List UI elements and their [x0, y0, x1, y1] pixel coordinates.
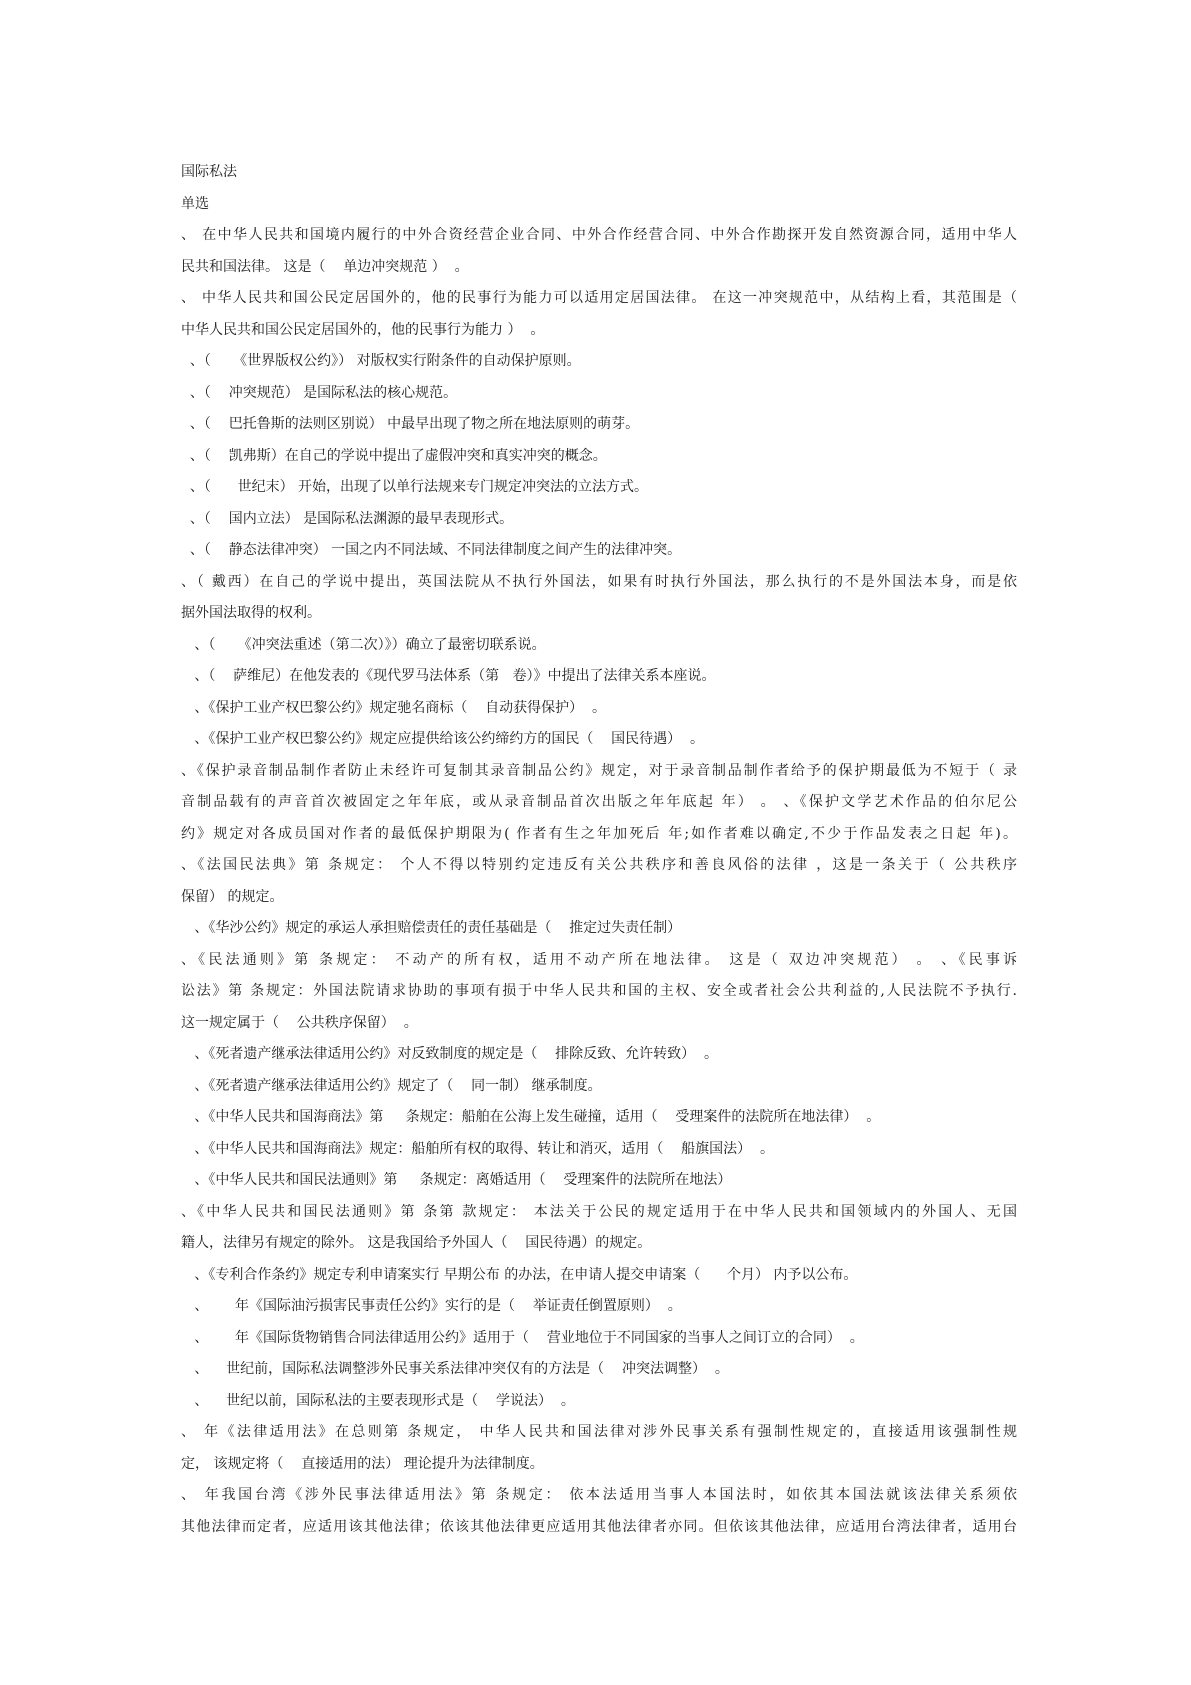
question-list — [181, 220, 1017, 1543]
text-line: 、 年《法律适用法》在总则第 条规定， 中华人民共和国法律对涉外民事关系有强制性规定的，直接适用该强制性规 — [181, 1424, 1017, 1440]
text-line: 保留） 的规定。 — [181, 888, 284, 905]
text-line: 、（ 凯弗斯）在自己的学说中提出了虚假冲突和真实冲突的概念。 — [181, 447, 607, 464]
text-line: 、 中华人民共和国公民定居国外的，他的民事行为能力可以适用定居国法律。 在这一冲突规范中，从结构上看，其范围是（ — [181, 290, 1017, 306]
text-line: 中华人民共和国公民定居国外的，他的民事行为能力 ） 。 — [181, 321, 545, 338]
text-line: 、 在中华人民共和国境内履行的中外合资经营企业合同、中外合作经营合同、中外合作勘探开发自然资源合同，适用中华人 — [181, 227, 1017, 243]
section-heading: 单选 — [181, 195, 209, 212]
text-line: 、 世纪以前，国际私法的主要表现形式是（ 学说法） 。 — [181, 1392, 575, 1409]
text-line: 、《中华人民共和国民法通则》第 条规定：离婚适用（ 受理案件的法院所在地法） — [181, 1172, 732, 1188]
text-line: 、《民法通则》第 条规定： 不动产的所有权，适用不动产所在地法律。 这是（ 双边冲突规范） 。 、《民事诉 — [181, 951, 1017, 968]
text-line: 、《中华人民共和国海商法》规定：船舶所有权的取得、转让和消灭，适用（ 船旗国法） 。 — [181, 1140, 775, 1157]
text-line: 、《华沙公约》规定的承运人承担赔偿责任的责任基础是（ 推定过失责任制） — [181, 920, 682, 936]
text-line: 、（ 冲突规范） 是国际私法的核心规范。 — [181, 384, 458, 401]
text-line: 这一规定属于（ 公共秩序保留） 。 — [181, 1014, 418, 1031]
text-line: 、（ 国内立法） 是国际私法渊源的最早表现形式。 — [181, 510, 514, 527]
text-line: 、《死者遗产继承法律适用公约》对反致制度的规定是（ 排除反致、允许转致） 。 — [181, 1046, 719, 1062]
text-line: 其他法律而定者，应适用该其他法律；依该其他法律更应适用其他法律者亦同。但依该其他法律，应适用台湾法律者，适用台 — [181, 1518, 1017, 1535]
text-line: 籍人，法律另有规定的除外。 这是我国给予外国人（ 国民待遇）的规定。 — [181, 1235, 652, 1251]
text-line: 约》规定对各成员国对作者的最低保护期限为( 作者有生之年加死后 年;如作者难以确定,不少于作品发表之日起 年)。 — [181, 825, 1017, 842]
text-line: 定， 该规定将（ 直接适用的法） 理论提升为法律制度。 — [181, 1455, 544, 1472]
text-line: 、（ 世纪末） 开始，出现了以单行法规来专门规定冲突法的立法方式。 — [181, 479, 649, 495]
text-line: 、 年《国际货物销售合同法律适用公约》适用于（ 营业地位于不同国家的当事人之间订立的合同） 。 — [181, 1329, 864, 1346]
text-line: 据外国法取得的权利。 — [181, 605, 321, 621]
text-line: 、《法国民法典》第 条规定： 个人不得以特别约定违反有关公共秩序和善良风俗的法律 ，这是一条关于（ 公共秩序 — [181, 857, 1017, 873]
text-line: 、 世纪前，国际私法调整涉外民事关系法律冲突仅有的方法是（ 冲突法调整） 。 — [181, 1361, 729, 1377]
document-title: 国际私法 — [181, 164, 237, 180]
text-line: 、 年《国际油污损害民事责任公约》实行的是（ 举证责任倒置原则） 。 — [181, 1298, 682, 1314]
text-line: 、《死者遗产继承法律适用公约》规定了（ 同一制） 继承制度。 — [181, 1077, 602, 1094]
document-body — [181, 157, 1017, 1543]
text-line: 、 年我国台湾《涉外民事法律适用法》第 条规定： 依本法适用当事人本国法时，如依其本国法就该法律关系须依 — [181, 1487, 1017, 1503]
text-line: 、《中华人民共和国海商法》第 条规定：船舶在公海上发生碰撞，适用（ 受理案件的法院所在地法律） 。 — [181, 1109, 881, 1125]
text-line: 、《中华人民共和国民法通则》第 条第 款规定： 本法关于公民的规定适用于在中华人民共和国领域内的外国人、无国 — [181, 1203, 1017, 1220]
text-line: 民共和国法律。 这是（ 单边冲突规范 ） 。 — [181, 258, 469, 275]
text-line: 、（ 萨维尼）在他发表的《现代罗马法体系（第 卷）》中提出了法律关系本座说。 — [181, 668, 716, 684]
text-line: 、（ 巴托鲁斯的法则区别说） 中最早出现了物之所在地法原则的萌芽。 — [181, 416, 640, 432]
text-line: 、（ 戴西）在自己的学说中提出，英国法院从不执行外国法，如果有时执行外国法，那么执行的不是外国法本身，而是依 — [181, 573, 1017, 590]
text-line: 、（ 《冲突法重述（第二次）》）确立了最密切联系说。 — [181, 636, 546, 653]
text-line: 、（ 《世界版权公约》） 对版权实行附条件的自动保护原则。 — [181, 353, 581, 369]
text-line: 、《保护录音制品制作者防止未经许可复制其录音制品公约》规定，对于录音制品制作者给予的保护期最低为不短于（ 录 — [181, 762, 1017, 779]
text-line: 讼法》第 条规定：外国法院请求协助的事项有损于中华人民共和国的主权、安全或者社会公共利益的,人民法院不予执行. — [181, 983, 1017, 999]
text-line: 、《保护工业产权巴黎公约》规定应提供给该公约缔约方的国民（ 国民待遇） 。 — [181, 731, 705, 747]
text-line: 、《专利合作条约》规定专利申请案实行 早期公布 的办法，在申请人提交申请案（ 个月） 内予以公布。 — [181, 1266, 858, 1283]
text-line: 、（ 静态法律冲突） 一国之内不同法域、不同法律制度之间产生的法律冲突。 — [181, 542, 682, 558]
text-line: 、《保护工业产权巴黎公约》规定驰名商标（ 自动获得保护） 。 — [181, 699, 607, 716]
text-line: 音制品载有的声音首次被固定之年年底，或从录音制品首次出版之年年底起 年） 。 、《保护文学艺术作品的伯尔尼公 — [181, 794, 1017, 810]
